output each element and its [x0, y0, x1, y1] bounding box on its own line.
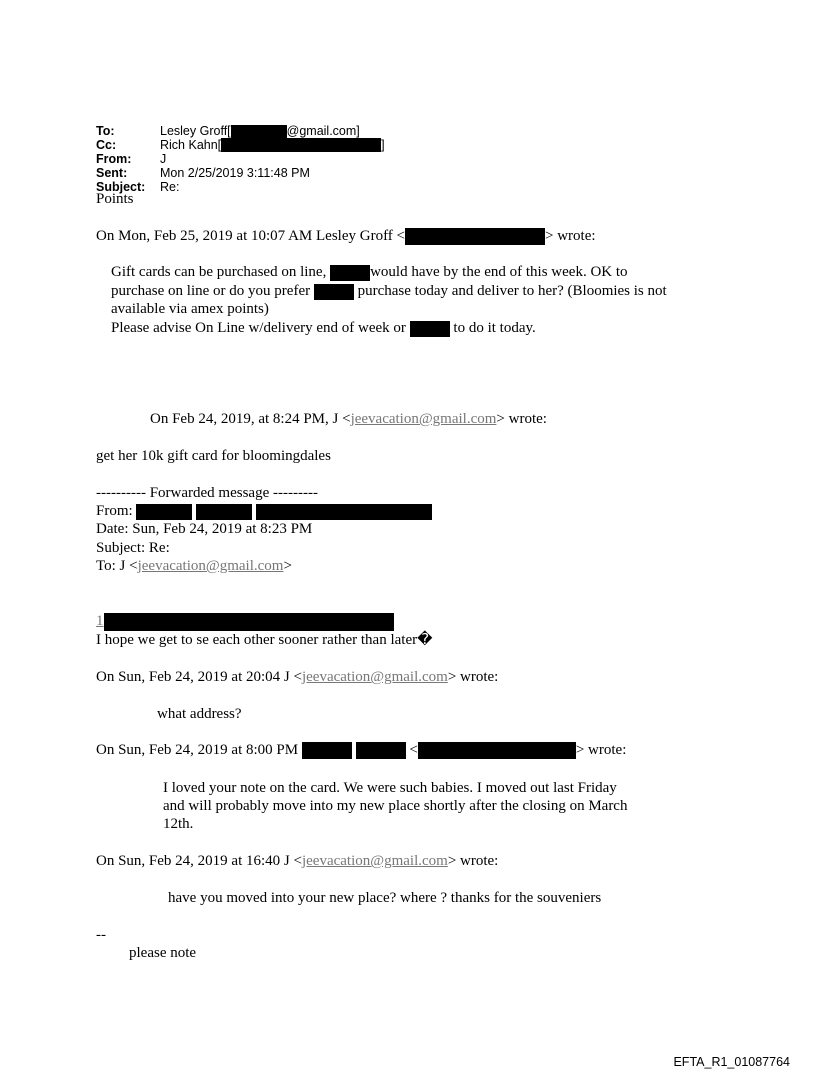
email-link[interactable]: jeevacation@gmail.com	[350, 411, 497, 427]
forwarded-date: Date: Sun, Feb 24, 2019 at 8:23 PM	[96, 521, 313, 537]
email-header	[96, 124, 385, 194]
redaction-bar	[314, 284, 354, 300]
header-from-row	[96, 152, 385, 166]
reply4-prefix: On Sun, Feb 24, 2019 at 8:00 PM	[96, 742, 299, 758]
reply-line-1	[96, 227, 596, 245]
redaction-bar	[330, 265, 370, 281]
cc-close: ]	[381, 138, 385, 152]
redaction-bar	[418, 742, 576, 759]
forwarded-divider: ---------- Forwarded message ---------	[96, 485, 318, 501]
gift-l2b: purchase today and deliver to her? (Bloomies is not	[357, 283, 667, 299]
redaction-bar	[221, 138, 381, 152]
redaction-bar	[136, 504, 192, 520]
email-link[interactable]: jeevacation@gmail.com	[301, 669, 448, 685]
fwd-to-suffix: >	[283, 558, 292, 574]
to-domain: @gmail.com]	[286, 124, 360, 138]
cc-name: Rich Kahn[	[160, 138, 222, 152]
moved-question: have you moved into your new place? where ? thanks for the souveniers	[168, 890, 602, 906]
forwarded-from	[96, 502, 432, 520]
loved-line-2: and will probably move into my new place shortly after the closing on March	[163, 798, 628, 814]
redaction-bar	[356, 742, 406, 759]
reply4-lt: <	[409, 742, 418, 758]
header-to-row	[96, 124, 385, 138]
redaction-bar	[256, 504, 432, 520]
subject-value: Re:	[160, 180, 180, 194]
body-points: Points	[96, 191, 134, 207]
document-id: EFTA_R1_01087764	[673, 1055, 790, 1069]
subject-label: Subject:	[96, 180, 146, 194]
reply-line-5	[96, 852, 498, 870]
gift-line-1	[111, 263, 628, 281]
reply1-suffix: > wrote:	[545, 228, 596, 244]
reply2-prefix: On Feb 24, 2019, at 8:24 PM, J <	[150, 411, 351, 427]
to-label: To:	[96, 124, 115, 138]
reply-line-2	[150, 410, 547, 428]
please-note: please note	[129, 945, 197, 961]
redacted-link-line	[96, 612, 394, 631]
header-subject-row	[96, 180, 385, 194]
gift-l1b: would have by the end of this week. OK to	[370, 264, 628, 280]
cc-label: Cc:	[96, 138, 117, 152]
gift-l4b: to do it today.	[453, 320, 536, 336]
header-cc-row	[96, 138, 385, 152]
gift-l1a: Gift cards can be purchased on line,	[111, 264, 327, 280]
reply3-suffix: > wrote:	[447, 669, 499, 685]
redaction-bar	[410, 321, 450, 337]
reply2-suffix: > wrote:	[496, 411, 547, 427]
redaction-bar	[196, 504, 252, 520]
to-name: Lesley Groff[	[160, 124, 231, 138]
gift-l2a: purchase on line or do you prefer	[111, 283, 311, 299]
from-label: From:	[96, 152, 132, 166]
reply1-prefix: On Mon, Feb 25, 2019 at 10:07 AM Lesley Groff <	[96, 228, 405, 244]
email-link[interactable]: jeevacation@gmail.com	[301, 853, 448, 869]
redaction-bar	[405, 228, 545, 245]
reply3-prefix: On Sun, Feb 24, 2019 at 20:04 J <	[96, 669, 302, 685]
redaction-bar	[104, 613, 394, 631]
sent-value: Mon 2/25/2019 3:11:48 PM	[160, 166, 310, 180]
gift-line-3: available via amex points)	[111, 301, 269, 317]
email-link[interactable]: jeevacation@gmail.com	[137, 558, 284, 574]
reply-line-4	[96, 741, 626, 759]
from-value: J	[160, 152, 167, 166]
gift-l4a: Please advise On Line w/delivery end of week or	[111, 320, 406, 336]
fwd-from-label: From:	[96, 503, 133, 519]
what-address: what address?	[157, 706, 242, 722]
gift-line-4	[111, 319, 536, 337]
forwarded-subject: Subject: Re:	[96, 540, 170, 556]
reply5-suffix: > wrote:	[447, 853, 499, 869]
reply-line-3	[96, 668, 498, 686]
loved-line-1: I loved your note on the card. We were such babies. I moved out last Friday	[163, 780, 617, 796]
loved-line-3: 12th.	[163, 816, 194, 832]
hope-line: I hope we get to se each other sooner rather than later�	[96, 632, 433, 648]
reply4-suffix: > wrote:	[575, 742, 627, 758]
signature-dash: --	[96, 927, 106, 943]
fwd-to-prefix: To: J <	[96, 558, 138, 574]
header-sent-row	[96, 166, 385, 180]
redaction-bar	[302, 742, 352, 759]
redacted-link[interactable]: 1	[96, 613, 104, 629]
redaction-bar	[231, 125, 287, 138]
reply5-prefix: On Sun, Feb 24, 2019 at 16:40 J <	[96, 853, 302, 869]
gift-request: get her 10k gift card for bloomingdales	[96, 448, 331, 464]
gift-line-2	[111, 282, 667, 300]
forwarded-to	[96, 557, 292, 575]
sent-label: Sent:	[96, 166, 128, 180]
